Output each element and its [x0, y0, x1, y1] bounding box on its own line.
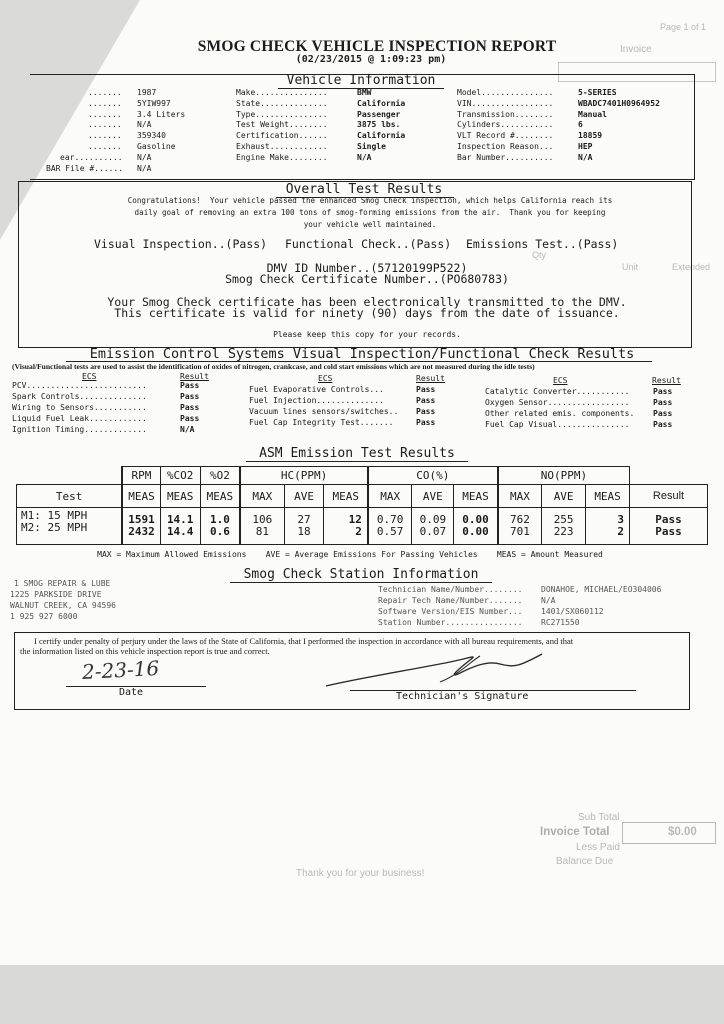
liquid-fuel-leak-result: Pass	[180, 414, 200, 423]
co-meas-header: MEAS	[454, 485, 498, 508]
m2-co2: 14.4	[166, 525, 194, 538]
certify-text-line-1: I certify under penalty of perjury under the laws of the State of California, that I performed the inspection in accordance with all bureau requirements, and that	[34, 636, 574, 646]
vehicle-engine-make: N/A	[357, 153, 372, 162]
visual-inspection-result: Visual Inspection..(Pass)	[94, 237, 268, 251]
date-label: Date	[119, 687, 144, 698]
asm-title: ASM Emission Test Results	[259, 446, 455, 461]
ecs-head-2: ECS	[318, 374, 333, 383]
m1-co2: 14.1	[166, 513, 194, 526]
vehicle-state: California	[357, 99, 406, 108]
vehicle-fuel: Gasoline	[137, 142, 176, 151]
asm-group-header-row	[17, 467, 708, 485]
bg-page-number: Page 1 of 1	[660, 22, 707, 32]
m1-rpm: 1591	[128, 513, 155, 526]
certify-text-line-2: the information listed on this vehicle inspection report is true and correct.	[20, 646, 270, 656]
co2-meas-header: MEAS	[160, 485, 200, 508]
m1-co-max: 0.70	[376, 513, 404, 526]
test-header: Test	[17, 485, 123, 508]
m1-test-label: M1: 15 MPH	[21, 509, 88, 522]
m2-hc-max: 81	[255, 525, 269, 538]
vehicle-type: Passenger	[357, 110, 401, 119]
station-title: Smog Check Station Information	[243, 567, 479, 582]
software-version: 1401/SX060112	[541, 607, 604, 616]
result-head-1: Result	[180, 372, 209, 381]
ecs-title: Emission Control Systems Visual Inspection/Functional Check Results	[89, 346, 635, 362]
no-max-header: MAX	[498, 485, 542, 508]
vehicle-section-title: Vehicle Information	[286, 73, 436, 88]
o2-header: %O2	[200, 467, 240, 485]
no-header: NO(PPM)	[498, 467, 630, 485]
handwritten-date: 2-23-16	[81, 655, 160, 685]
scanned-page: Page 1 of 1 Invoice Qty Unit Extended Sub Total Invoice Total $0.00 Less Paid Balance Due Thank you for your business! SMOG CHECK VEHICLE INSPECTION REPORT (02/23/2015 @ 1:09:23 pm) Vehicle Information ....... 1987 ....... 5YIW997 ....... 3.4 Liters ....... N/A ....... 359340 ....... Gasoline ear.......... N/A BAR File #...... N/A Make............... BMW State.............. California Type............... Passenger Test Weight........ 3875 lbs. Certification...... California Exhaust............ Single Engine Make........ N/A Model............... 5-SERIES VIN................. WBADC7401H0964952 Transmission........ Manual Cylinders........... 6 VLT Record #........ 18859 Inspection Reason... HEP Bar Number.......... N/A Overall Test Results Congratulations! Your vehicle passed the enhanced Smog Check inspection, which helps California reach its daily goal of removing an extra 100 tons of smog-forming emissions from the air. Thank you for keeping your vehicle well maintained. Visual Inspection..(Pass) Functional Check..(Pass) Emissions Test..(Pass) DMV ID Number..(57120199P522) Smog Check Certificate Number..(PO680783) Your Smog Check certificate has been electronically transmitted to the DMV. This certificate is valid for ninety (90) days from the date of issuance. Please keep this copy for your records. Emission Control Systems Visual Inspection/Functional Check Results (Visual/Functional tests are used to assist the identification of oxides of nitrogen, crankcase, and cold start emissions which are not measured during the idle tests) ECS Result ECS Result ECS Result PCV......................... Pass Spark Controls.............. Pass Wiring to Sensors........... Pass Liquid Fuel Leak............ Pass Ignition Timing............. N/A Fuel Evaporative Controls... Pass Fuel Injection.............. Pass Vacuum lines sensors/switches.. Pass Fuel Cap Integrity Test....... Pass Catalytic Converter........... Pass Oxygen Sensor................. Pass Other related emis. components. Pass Fuel Cap Visual............... Pass ASM Emission Test Results RPM %CO2 %O2 HC(PPM) CO(%) NO(PPM) Test MEAS MEAS MEAS MAX AVE MEAS MAX AVE MEAS MAX AVE MEAS Result M1: 15 MPH M2: 25 MPH 1591 2432 14.1 14.4 1.0 0.6 106 81 27 18 12 2 0.70 0.57 0.09 0.07 0.00 0.00 762 701 255 223 3 2 Pass Pass MAX = Maximum Allowed Emissions AVE = Average Emissions For Passing Vehicles MEAS = Amount Measured Smog Check Station Information 1 SMOG REPAIR & LUBE 1225 PARKSIDE DRIVE WALNUT CREEK, CA 94596 1 925 927 6000 Technician Name/Number........ DONAHOE, MICHAEL/EO304006 Repair Tech Name/Number....... N/A Software Version/EIS Number... 1401/SX060112 Station Number................ RC271550 I certify under penalty of perjury under the laws of the State of California, that I performed the inspection in accordance with all bureau requirements, and that the information listed on this vehicle inspection report is true and correct. 2-23-16 Date Technician's Signature	[0, 0, 724, 1024]
result-head-2: Result	[416, 374, 445, 383]
vehicle-transmission: Manual	[578, 110, 607, 119]
vehicle-model: 5-SERIES	[578, 88, 617, 97]
m2-no-ave: 223	[553, 525, 574, 538]
co2-header: %CO2	[160, 467, 200, 485]
hc-max-header: MAX	[240, 485, 284, 508]
report-title: SMOG CHECK VEHICLE INSPECTION REPORT	[197, 38, 557, 55]
congrats-line-1: Congratulations! Your vehicle passed the enhanced Smog Check inspection, which helps California reach its	[127, 196, 613, 205]
o2-meas-header: MEAS	[200, 485, 240, 508]
m2-co-ave: 0.07	[419, 525, 447, 538]
co-ave-header: AVE	[412, 485, 454, 508]
m2-no-meas: 2	[617, 525, 625, 538]
pcv-result: Pass	[180, 381, 200, 390]
vehicle-vlt-record: 18859	[578, 131, 603, 140]
vehicle-inspection-reason: HEP	[578, 142, 593, 151]
hc-meas-header: MEAS	[324, 485, 368, 508]
m2-test-label: M2: 25 MPH	[21, 521, 88, 534]
vehicle-exhaust: Single	[357, 142, 386, 151]
overall-title: Overall Test Results	[285, 182, 443, 197]
bg-amount-paid-label: Less Paid	[576, 842, 620, 853]
ecs-head-1: ECS	[82, 372, 97, 381]
station-phone: 1 925 927 6000	[10, 612, 78, 621]
catalytic-converter-result: Pass	[653, 387, 673, 396]
result-head-3: Result	[652, 376, 681, 385]
vehicle-odometer: 359340	[137, 131, 166, 140]
m1-no-max: 762	[510, 513, 530, 526]
repair-tech-name: N/A	[541, 596, 556, 605]
m2-no-max: 701	[510, 525, 530, 538]
m2-hc-meas: 2	[355, 525, 362, 538]
rpm-header: RPM	[122, 467, 160, 485]
validity-notice: This certificate is valid for ninety (90) days from the date of issuance.	[114, 306, 620, 320]
co-max-header: MAX	[368, 485, 412, 508]
vehicle-cylinders: 6	[578, 120, 583, 129]
report-datetime: (02/23/2015 @ 1:09:23 pm)	[295, 54, 447, 65]
m1-no-ave: 255	[553, 513, 574, 526]
vacuum-lines-result: Pass	[416, 407, 436, 416]
m1-co-meas: 0.00	[462, 513, 489, 526]
m1-no-meas: 3	[617, 513, 625, 526]
bg-invoice-label: Invoice	[620, 44, 652, 55]
vehicle-plate: 5YIW997	[137, 99, 171, 108]
m1-hc-max: 106	[252, 513, 273, 526]
no-ave-header: AVE	[542, 485, 586, 508]
bg-balance-due-label: Balance Due	[556, 856, 614, 867]
asm-data-row	[17, 508, 708, 545]
hc-ave-header: AVE	[284, 485, 324, 508]
vehicle-engine-size: 3.4 Liters	[137, 110, 186, 119]
technician-signature-mark	[320, 648, 550, 692]
keep-copy-notice: Please keep this copy for your records.	[273, 330, 461, 339]
vehicle-vin: WBADC7401H0964952	[578, 99, 660, 108]
vehicle-test-weight: 3875 lbs.	[357, 120, 401, 129]
congrats-line-2: daily goal of removing an extra 100 tons of smog-forming emissions from the air. Thank you for keeping	[134, 208, 606, 217]
bg-thanks: Thank you for your business!	[296, 868, 425, 879]
m1-hc-ave: 27	[297, 513, 311, 526]
dmv-id-number: DMV ID Number..(57120199P522)	[266, 261, 468, 275]
vehicle-make: BMW	[357, 88, 372, 97]
bg-qty-label: Qty	[532, 250, 547, 260]
fuel-cap-visual-result: Pass	[653, 420, 673, 429]
co-header: CO(%)	[368, 467, 498, 485]
m2-o2: 0.6	[209, 525, 230, 538]
station-street: 1225 PARKSIDE DRIVE	[10, 590, 102, 599]
transmitted-notice: Your Smog Check certificate has been electronically transmitted to the DMV.	[107, 295, 627, 309]
m2-co-max: 0.57	[376, 525, 404, 538]
functional-check-result: Functional Check..(Pass)	[285, 237, 452, 251]
rpm-meas-header: MEAS	[122, 485, 160, 508]
station-city: WALNUT CREEK, CA 94596	[10, 601, 116, 610]
emissions-test-result: Emissions Test..(Pass)	[466, 237, 619, 251]
vehicle-year: 1987	[137, 88, 157, 97]
technician-name: DONAHOE, MICHAEL/EO304006	[541, 585, 662, 594]
hc-header: HC(PPM)	[240, 467, 368, 485]
ecs-subtitle: (Visual/Functional tests are used to assist the identification of oxides of nitrogen, crankcase, and cold start emissions which are not measured during the idle tests)	[12, 362, 535, 371]
no-meas-header: MEAS	[586, 485, 630, 508]
bg-subtotal-label: Sub Total	[578, 812, 620, 823]
vehicle-bar-number: N/A	[578, 153, 593, 162]
m1-o2: 1.0	[209, 513, 230, 526]
bg-invoice-total-value: $0.00	[668, 826, 697, 838]
station-name: 1 SMOG REPAIR & LUBE	[14, 579, 111, 588]
wiring-sensors-result: Pass	[180, 403, 200, 412]
bg-unit-label: Unit	[622, 262, 639, 272]
congrats-line-3: your vehicle well maintained.	[303, 220, 437, 229]
m2-result: Pass	[655, 525, 682, 538]
fuel-cap-integrity-result: Pass	[416, 418, 436, 427]
m2-hc-ave: 18	[297, 525, 311, 538]
other-emis-components-result: Pass	[653, 409, 673, 418]
m2-rpm: 2432	[128, 525, 155, 538]
fuel-evap-result: Pass	[416, 385, 436, 394]
bg-extended-label: Extended	[672, 262, 711, 272]
bg-invoice-total-label: Invoice Total	[540, 826, 610, 838]
asm-legend: MAX = Maximum Allowed Emissions AVE = Average Emissions For Passing Vehicles MEAS = Amount Measured	[97, 550, 603, 559]
m1-hc-meas: 12	[348, 513, 362, 526]
vehicle-certification: California	[357, 131, 406, 140]
oxygen-sensor-result: Pass	[653, 398, 673, 407]
signature-label: Technician's Signature	[396, 691, 529, 702]
spark-controls-result: Pass	[180, 392, 200, 401]
m1-co-ave: 0.09	[419, 513, 447, 526]
fuel-injection-result: Pass	[416, 396, 436, 405]
ignition-timing-result: N/A	[180, 425, 195, 434]
asm-results-table	[16, 466, 708, 545]
m1-result: Pass	[655, 513, 682, 526]
ecs-head-3: ECS	[553, 376, 568, 385]
m2-co-meas: 0.00	[462, 525, 489, 538]
asm-column-header-row	[17, 485, 708, 508]
smog-certificate-number: Smog Check Certificate Number..(PO680783)	[225, 272, 509, 286]
result-header: Result	[630, 485, 708, 508]
station-number: RC271550	[541, 618, 580, 627]
